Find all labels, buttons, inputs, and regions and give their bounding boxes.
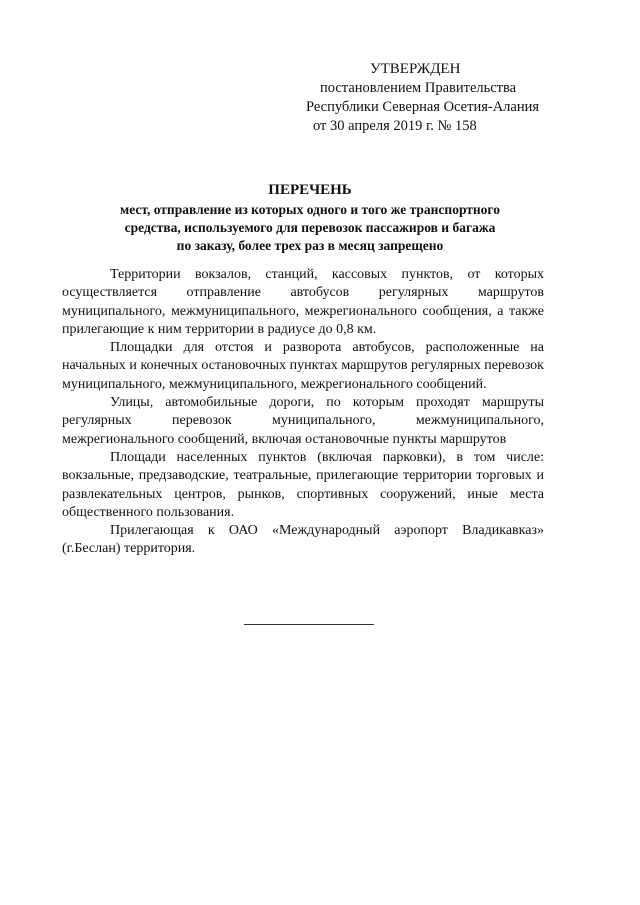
approval-date-number: от 30 апреля 2019 г. № 158 (313, 118, 477, 134)
document-subtitle-line-3: по заказу, более трех раз в месяц запрещено (176, 238, 444, 253)
document-body (62, 266, 544, 559)
approval-heading: УТВЕРЖДЕН (370, 61, 461, 77)
document-subtitle-line-1: мест, отправление из которых одного и того же транспортного (120, 202, 500, 217)
list-item: Территории вокзалов, станций, кассовых пунктов, от которых осуществляется отправление автобусов регулярных маршрутов муниципального, межмуниципального, межрегионального сообщения, а также прилегающие к ним территории в радиусе до 0,8 км. (62, 267, 544, 337)
document-subtitle-line-2: средства, используемого для перевозок пассажиров и багажа (124, 220, 496, 235)
approval-stamp-block (300, 60, 570, 136)
document-title-block (60, 180, 560, 255)
document-title: ПЕРЕЧЕНЬ (268, 182, 352, 198)
end-divider-line (244, 624, 374, 625)
list-item: Улицы, автомобильные дороги, по которым проходят маршруты регулярных перевозок муниципального, межмуниципального, межрегионального сообщений, включая остановочные пункты маршрутов (62, 395, 544, 447)
approval-issuer-line: постановлением Правительства (320, 80, 517, 96)
list-item: Прилегающая к ОАО «Международный аэропорт Владикавказ» (г.Беслан) территория. (62, 523, 544, 557)
list-item: Площади населенных пунктов (включая парковки), в том числе: вокзальные, предзаводские, театральные, прилегающие территории торговых и развлекательных центров, рынков, спортивных сооружений, иные места общественного пользования. (62, 449, 544, 520)
approval-republic-line: Республики Северная Осетия-Алания (306, 99, 540, 115)
list-item: Площадки для отстоя и разворота автобусов, расположенные на начальных и конечных остановочных пунктах маршрутов регулярных перевозок муниципального, межмуниципального, межрегионального сообщений. (62, 340, 544, 392)
